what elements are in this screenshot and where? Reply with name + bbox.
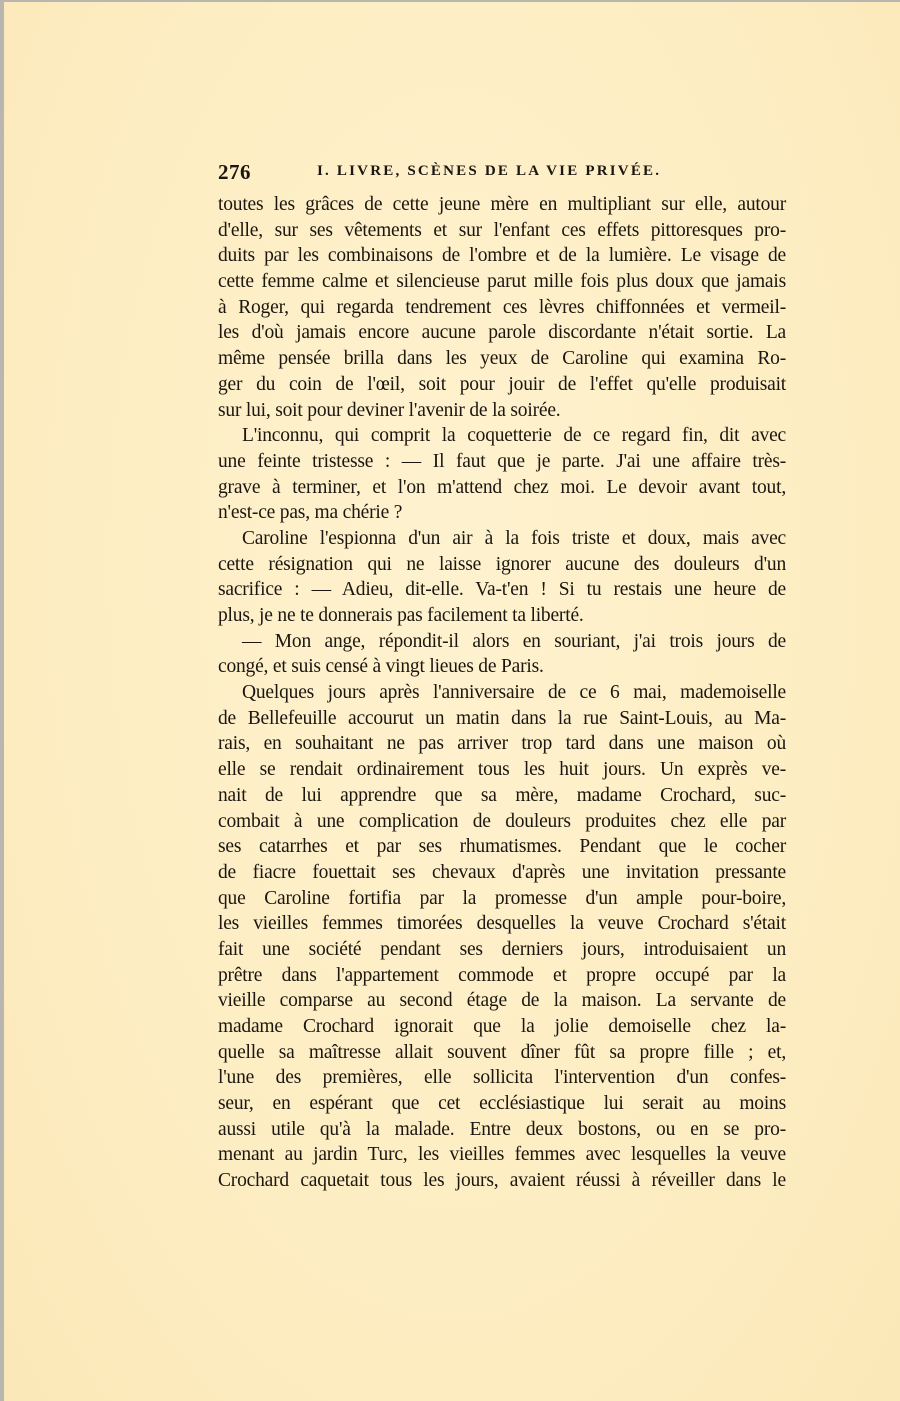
text-line: à Roger, qui regarda tendrement ces lèvres chiffonnées et vermeil- xyxy=(218,296,786,318)
text-line: rais, en souhaitant ne pas arriver trop tard dans une maison où xyxy=(218,733,786,755)
text-line: grave à terminer, et l'on m'attend chez moi. Le devoir avant tout, xyxy=(218,476,786,498)
text-line: menant au jardin Turc, les vieilles femmes avec lesquelles la veuve xyxy=(218,1144,786,1166)
text-line: les d'où jamais encore aucune parole discordante n'était sortie. La xyxy=(218,322,786,344)
text-line: sacrifice : — Adieu, dit-elle. Va-t'en ! Si tu restais une heure de xyxy=(218,579,786,601)
text-line: que Caroline fortifia par la promesse d'un ample pour-boire, xyxy=(218,887,786,909)
text-line: toutes les grâces de cette jeune mère en multipliant sur elle, autour xyxy=(218,194,786,215)
text-line: Caroline l'espionna d'un air à la fois triste et doux, mais avec xyxy=(242,527,786,549)
body-text xyxy=(218,192,786,1194)
text-line: ses catarrhes et par ses rhumatismes. Pendant que le cocher xyxy=(218,836,786,858)
text-line: combait à une complication de douleurs produites chez elle par xyxy=(218,810,786,832)
text-line: seur, en espérant que cet ecclésiastique lui serait au moins xyxy=(218,1093,786,1115)
page-number: 276 xyxy=(218,160,251,184)
text-line: de fiacre fouettait ses chevaux d'après une invitation pressante xyxy=(218,861,786,883)
text-line: une feinte tristesse : — Il faut que je parte. J'ai une affaire très- xyxy=(218,450,786,472)
text-line: plus, je ne te donnerais pas facilement ta liberté. xyxy=(218,605,584,626)
text-line: cette résignation qui ne laisse ignorer aucune des douleurs d'un xyxy=(218,553,786,575)
text-line: aussi utile qu'à la malade. Entre deux bostons, ou en se pro- xyxy=(218,1118,786,1140)
book-page xyxy=(4,2,900,1401)
page-header xyxy=(218,160,788,186)
text-line: ger du coin de l'œil, soit pour jouir de l'effet qu'elle produisait xyxy=(218,373,786,395)
text-line: fait une société pendant ses derniers jours, introduisaient un xyxy=(218,938,786,960)
text-line: vieille comparse au second étage de la maison. La servante de xyxy=(218,990,786,1012)
text-line: Quelques jours après l'anniversaire de ce 6 mai, mademoiselle xyxy=(242,682,786,704)
text-line: congé, et suis censé à vingt lieues de Paris. xyxy=(218,656,544,678)
text-line: duits par les combinaisons de l'ombre et de la lumière. Le visage de xyxy=(218,245,786,267)
text-line: madame Crochard ignorait que la jolie demoiselle chez la- xyxy=(218,1016,786,1037)
text-line: elle se rendait ordinairement tous les huit jours. Un exprès ve- xyxy=(218,759,786,781)
text-line: sur lui, soit pour deviner l'avenir de la soirée. xyxy=(218,399,561,421)
text-line: Crochard caquetait tous les jours, avaient réussi à réveiller dans le xyxy=(218,1170,786,1192)
text-line: même pensée brilla dans les yeux de Caroline qui examina Ro- xyxy=(218,348,786,370)
text-line: quelle sa maîtresse allait souvent dîner fût sa propre fille ; et, xyxy=(218,1041,786,1063)
text-line: n'est-ce pas, ma chérie ? xyxy=(218,502,403,524)
text-line: cette femme calme et silencieuse parut mille fois plus doux que jamais xyxy=(218,271,786,293)
text-line: nait de lui apprendre que sa mère, madame Crochard, suc- xyxy=(218,784,786,806)
text-line: les vieilles femmes timorées desquelles la veuve Crochard s'était xyxy=(218,913,786,935)
text-line: l'une des premières, elle sollicita l'intervention d'un confes- xyxy=(218,1067,786,1089)
text-line: d'elle, sur ses vêtements et sur l'enfant ces effets pittoresques pro- xyxy=(218,219,786,241)
text-line: L'inconnu, qui comprit la coquetterie de ce regard fin, dit avec xyxy=(242,425,786,447)
text-line: de Bellefeuille accourut un matin dans la rue Saint-Louis, au Ma- xyxy=(218,707,786,729)
running-head: I. LIVRE, SCÈNES DE LA VIE PRIVÉE. xyxy=(317,163,662,179)
text-line: prêtre dans l'appartement commode et propre occupé par la xyxy=(218,964,786,986)
text-line: — Mon ange, répondit-il alors en souriant, j'ai trois jours de xyxy=(242,630,786,652)
